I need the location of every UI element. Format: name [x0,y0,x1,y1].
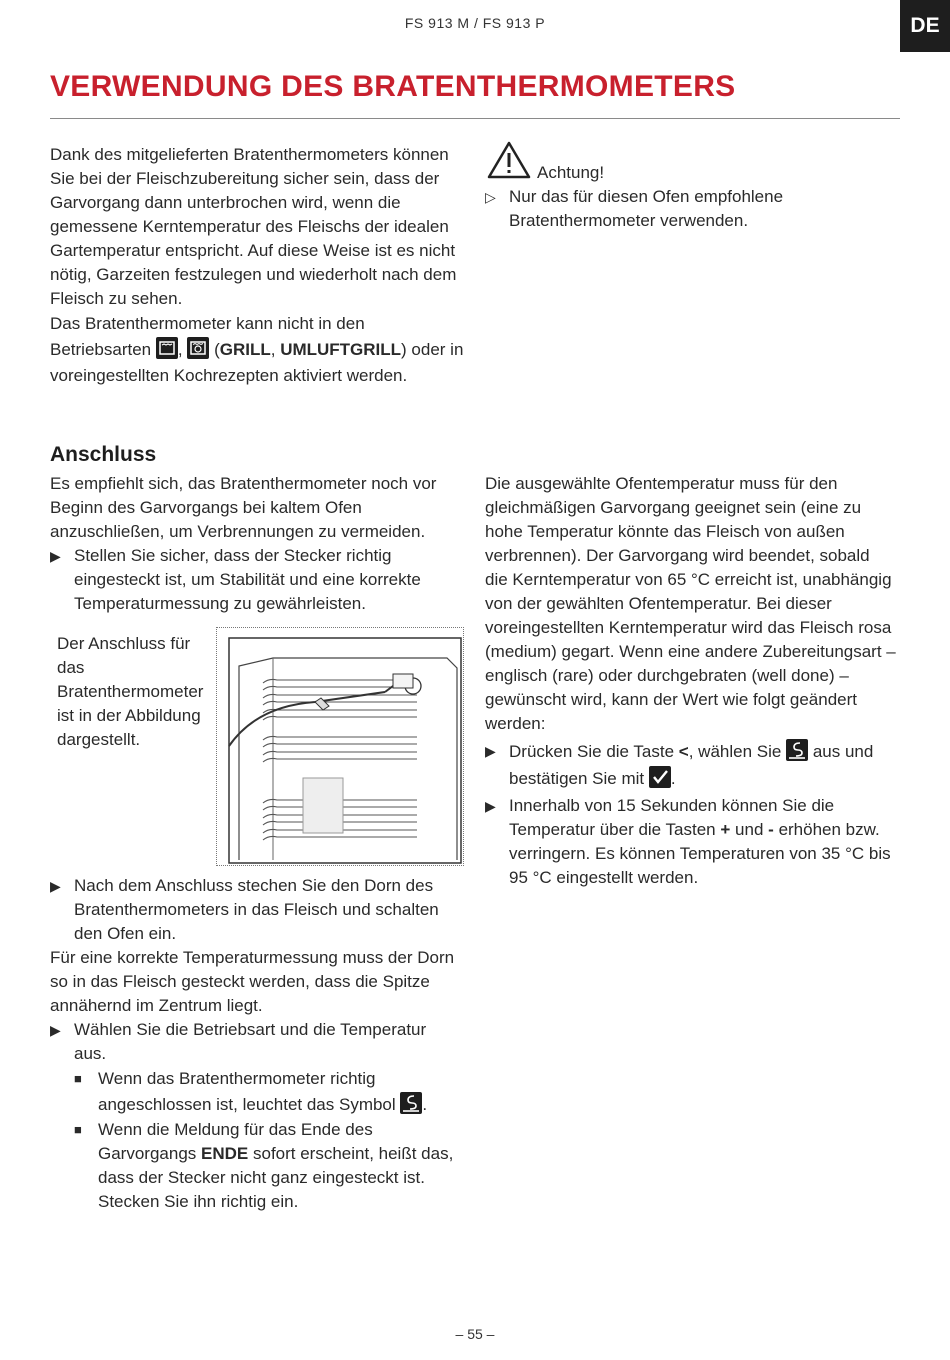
title-divider [50,118,900,119]
sub-bullet-item [50,1066,460,1118]
bullet-item [50,544,450,616]
sub-bullet-item [50,1118,460,1214]
intro-p2-comma: , [177,340,183,359]
bullet-3-text: Wählen Sie die Betriebsart und die Temperatur aus. [74,1020,427,1063]
page-title: VERWENDUNG DES BRATENTHERMOMETERS [50,70,736,103]
key-less: < [678,742,689,761]
right-bullet-1-after-icon: aus und bestätigen Sie mit [509,742,874,788]
grill-mode-icon [156,337,178,359]
triangle-bullet: ▶ [485,743,496,759]
model-header: FS 913 M / FS 913 P [404,15,546,31]
triangle-bullet: ▶ [50,1022,61,1038]
section-paragraph-2: Für eine korrekte Temperaturmessung muss der Dorn so in das Fleisch gesteckt werden, dass die Spitze annähernd im Zentrum liegt. [50,948,455,1015]
ende-label: ENDE [201,1144,249,1163]
right-bullet-1-end: . [670,769,676,788]
fan-grill-mode-icon [187,337,209,359]
intro-paragraph-1: Dank des mitgelieferten Bratenthermometers können Sie bei der Fleischzubereitung sicher sein, dass der Garvorgang dann unterbrochen wird, wenn die gemessene Kerntemperatur des Fleischs der idealen Gartemperatur entspricht. Auf diese Weise ist es nicht nötig, Garzeiten festzulegen und wiederholt nach dem Fleisch zu sehen. [50,145,457,308]
square-bullet: ■ [74,1071,82,1086]
warning-text: Nur das für diesen Ofen empfohlene Bratenthermometer verwenden. [509,187,784,230]
intro-block [50,143,468,389]
intro-p2-sep: , [270,340,281,359]
grill-label: GRILL [219,340,271,359]
bullet-item [485,794,897,890]
right-bullet-2-end: erhöhen bzw. verringern. Es können Temperaturen von 35 °C bis 95 °C eingestellt werden. [509,820,891,887]
bullet-item [50,874,460,946]
bullet-item [485,738,897,792]
figure-caption: Der Anschluss für das Bratenthermometer ist in der Abbildung dargestellt. [57,634,204,749]
square-bullet: ■ [74,1122,82,1137]
checkmark-icon [649,766,671,788]
key-minus: - [768,820,774,839]
right-paragraph-1: Die ausgewählte Ofentemperatur muss für den gleichmäßigen Garvorgang geeignet sein (eine zu hohe Temperatur könnte das Fleisch von außen verbrennen). Der Garvorgang wird beendet, sobald die Kerntemperatur von 65 °C erreicht ist, unabhängig von der gewählten Ofentemperatur. Bei dieser voreingestellten Kerntemperatur wird das Fleisch rosa (medium) gegart. Wenn eine andere Zubereitungsart – englisch (rare) oder durchgebraten (well done) – gewünscht wird, kann der Wert wie folgt geändert werden: [485,474,896,733]
section-heading: Anschluss [50,443,157,466]
intro-paragraph-2 [50,311,468,389]
right-column [485,472,897,890]
bullet-1-text: Stellen Sie sicher, dass der Stecker richtig eingesteckt ist, um Stabilität und eine korrekte Temperaturmessung zu gewährleisten. [74,546,421,613]
right-bullet-2-mid: und [735,820,764,839]
language-tab: DE [900,0,950,52]
triangle-bullet: ▶ [50,878,61,894]
umluftgrill-label: UMLUFTGRILL [280,340,402,359]
key-plus: + [720,820,731,839]
warning-marker: ▷ [485,189,496,205]
sub-bullet-1-text: Wenn das Bratenthermometer richtig angeschlossen ist, leuchtet das Symbol [98,1069,396,1114]
right-bullet-2-start: Innerhalb von 15 Sekunden können Sie die Temperatur über die Tasten [509,796,835,839]
meat-probe-icon [400,1092,422,1114]
section-intro [50,472,450,616]
page-number: – 55 – [455,1326,495,1342]
warning-triangle-icon [486,140,532,185]
section-continuation [50,874,460,1214]
sub-bullet-1-end: . [422,1095,428,1114]
meat-probe-icon [786,739,808,761]
probe-connection-figure [216,627,464,866]
bullet-item [50,1018,460,1066]
intro-p2-start: Das Bratenthermometer kann nicht in den Betriebsarten [50,314,365,359]
bullet-2-text: Nach dem Anschluss stechen Sie den Dorn des Bratenthermometers in das Fleisch und schalten den Ofen ein. [74,876,439,943]
section-paragraph-1: Es empfiehlt sich, das Bratenthermometer noch vor Beginn des Garvorgangs bei kaltem Ofen anzuschließen, um Verbrennungen zu vermeiden. [50,474,437,541]
warning-item [485,185,839,233]
triangle-bullet: ▶ [485,798,496,814]
sub-bullet-2-end: sofort erscheint, heißt das, dass der Stecker nicht ganz eingesteckt ist. Stecken Sie ihn richtig ein. [98,1144,454,1211]
right-bullet-1-start: Drücken Sie die Taste [509,742,675,761]
triangle-bullet: ▶ [50,548,61,564]
intro-p2-end: ) oder in voreingestellten Kochrezepten aktiviert werden. [50,340,464,385]
intro-p2-open: ( [214,340,220,359]
sub-bullet-2-start: Wenn die Meldung für das Ende des Garvorgangs [98,1120,373,1163]
warning-title: Achtung! [537,163,605,182]
right-bullet-1-mid: , wählen Sie [688,742,782,761]
